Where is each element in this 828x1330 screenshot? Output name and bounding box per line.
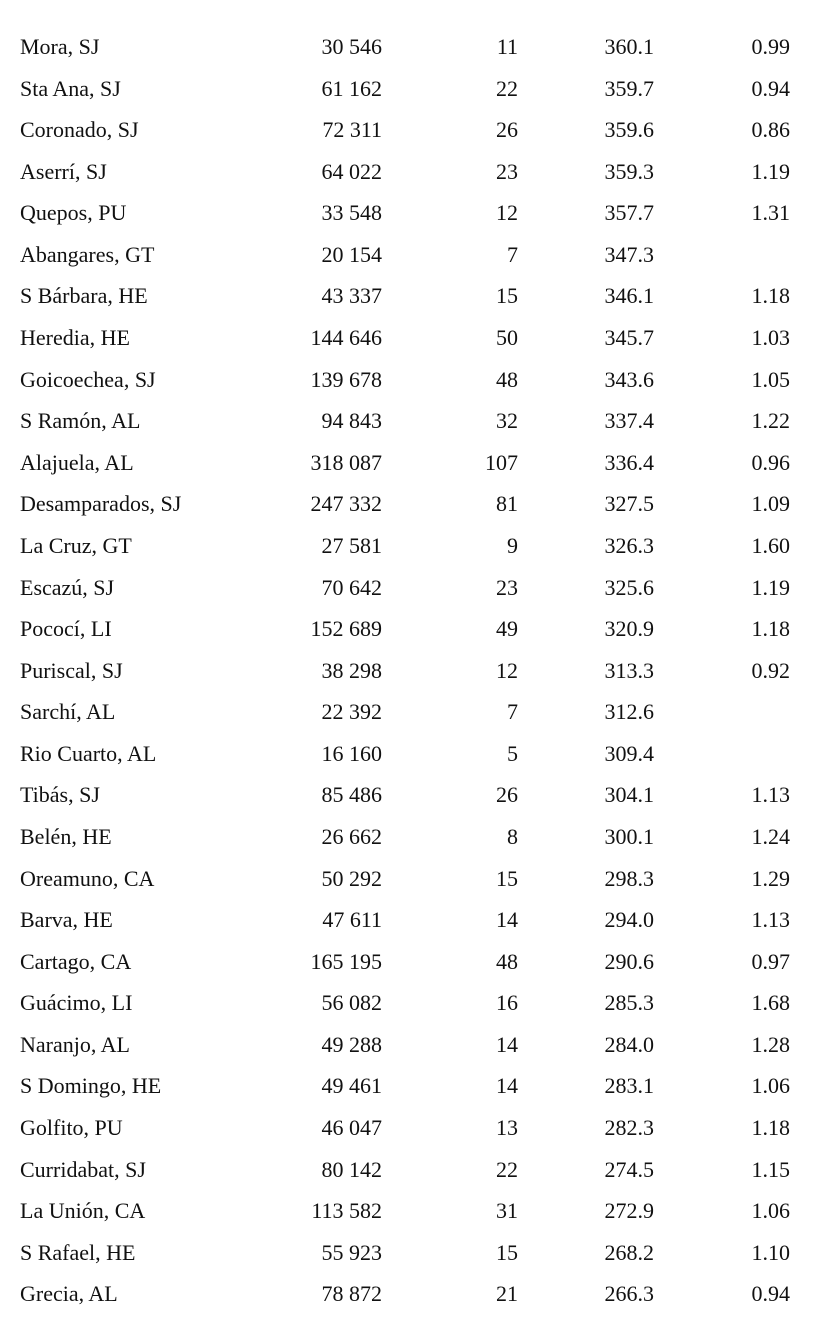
count-cell: 13	[496, 1115, 518, 1141]
population-cell: 94 843	[321, 408, 382, 434]
ratio-cell: 0.94	[751, 75, 790, 101]
ratio-cell: 0.99	[751, 34, 790, 59]
rate-cell: 343.6	[604, 366, 654, 392]
ratio-cell: 0.97	[751, 948, 790, 974]
rate-cell: 274.5	[604, 1156, 654, 1182]
table-row	[0, 1190, 828, 1232]
rate-cell: 327.5	[604, 491, 654, 517]
ratio-cell: 1.18	[751, 283, 790, 309]
table-row	[0, 109, 828, 151]
rate-cell: 326.3	[604, 532, 654, 558]
population-cell: 55 923	[321, 1239, 382, 1265]
table-row	[0, 1107, 828, 1149]
table-row	[0, 650, 828, 692]
table-row	[0, 1024, 828, 1066]
rate-cell: 285.3	[604, 990, 654, 1016]
count-cell: 5	[507, 740, 518, 766]
table-row	[0, 359, 828, 401]
table-row	[0, 567, 828, 609]
canton-name-cell: Belén, HE	[20, 823, 112, 849]
ratio-cell: 1.19	[751, 574, 790, 600]
count-cell: 22	[496, 1156, 518, 1182]
count-cell: 107	[485, 449, 518, 475]
rate-cell: 298.3	[604, 865, 654, 891]
table-row	[0, 317, 828, 359]
rate-cell: 312.6	[604, 699, 654, 725]
table-row	[0, 26, 828, 68]
count-cell: 31	[496, 1198, 518, 1224]
count-cell: 26	[496, 782, 518, 808]
ratio-cell: 1.09	[751, 491, 790, 517]
count-cell: 14	[496, 907, 518, 933]
table-row	[0, 774, 828, 816]
ratio-cell: 1.13	[751, 907, 790, 933]
count-cell: 50	[496, 325, 518, 351]
rate-cell: 359.7	[604, 75, 654, 101]
ratio-cell: 1.03	[751, 325, 790, 351]
count-cell: 11	[496, 34, 518, 59]
rate-cell: 290.6	[604, 948, 654, 974]
canton-name-cell: Escazú, SJ	[20, 574, 115, 600]
rate-cell: 313.3	[604, 657, 654, 683]
table-row	[0, 234, 828, 276]
canton-name-cell: Pococí, LI	[20, 616, 112, 642]
table-row	[0, 816, 828, 858]
ratio-cell: 1.06	[751, 1073, 790, 1099]
count-cell: 14	[496, 1031, 518, 1057]
count-cell: 14	[496, 1073, 518, 1099]
ratio-cell: 0.86	[751, 117, 790, 143]
canton-name-cell: Rio Cuarto, AL	[20, 740, 157, 766]
population-cell: 56 082	[321, 990, 382, 1016]
count-cell: 15	[496, 1239, 518, 1265]
rate-cell: 272.9	[604, 1198, 654, 1224]
rate-cell: 359.3	[604, 158, 654, 184]
population-cell: 165 195	[310, 948, 382, 974]
canton-name-cell: Quepos, PU	[20, 200, 127, 226]
data-table	[0, 26, 828, 1315]
rate-cell: 268.2	[604, 1239, 654, 1265]
canton-name-cell: Cartago, CA	[20, 948, 132, 974]
ratio-cell: 1.13	[751, 782, 790, 808]
rate-cell: 283.1	[604, 1073, 654, 1099]
population-cell: 113 582	[311, 1198, 382, 1224]
count-cell: 23	[496, 574, 518, 600]
rate-cell: 309.4	[604, 740, 654, 766]
count-cell: 7	[507, 241, 518, 267]
table-row	[0, 192, 828, 234]
canton-name-cell: Guácimo, LI	[20, 990, 133, 1016]
canton-name-cell: Coronado, SJ	[20, 117, 139, 143]
table-row	[0, 275, 828, 317]
rate-cell: 266.3	[604, 1281, 654, 1307]
canton-name-cell: S Bárbara, HE	[20, 283, 148, 309]
table-row	[0, 1149, 828, 1191]
rate-cell: 336.4	[604, 449, 654, 475]
ratio-cell: 1.60	[751, 532, 790, 558]
canton-name-cell: Goicoechea, SJ	[20, 366, 156, 392]
canton-name-cell: Golfito, PU	[20, 1115, 123, 1141]
population-cell: 152 689	[310, 616, 382, 642]
ratio-cell: 0.92	[751, 657, 790, 683]
canton-name-cell: Sarchí, AL	[20, 699, 116, 725]
population-cell: 80 142	[321, 1156, 382, 1182]
population-cell: 46 047	[321, 1115, 382, 1141]
ratio-cell: 1.05	[751, 366, 790, 392]
ratio-cell: 1.19	[751, 158, 790, 184]
population-cell: 64 022	[321, 158, 382, 184]
count-cell: 7	[507, 699, 518, 725]
count-cell: 26	[496, 117, 518, 143]
rate-cell: 294.0	[604, 907, 654, 933]
rate-cell: 347.3	[604, 241, 654, 267]
count-cell: 12	[496, 657, 518, 683]
ratio-cell: 1.24	[751, 823, 790, 849]
population-cell: 70 642	[321, 574, 382, 600]
canton-name-cell: La Cruz, GT	[20, 532, 132, 558]
population-cell: 49 288	[321, 1031, 382, 1057]
canton-name-cell: Barva, HE	[20, 907, 113, 933]
population-cell: 72 311	[322, 117, 382, 143]
ratio-cell: 1.31	[751, 200, 790, 226]
canton-name-cell: S Ramón, AL	[20, 408, 141, 434]
ratio-cell: 1.29	[751, 865, 790, 891]
table-row	[0, 483, 828, 525]
canton-name-cell: Grecia, AL	[20, 1281, 118, 1307]
ratio-cell: 0.96	[751, 449, 790, 475]
population-cell: 247 332	[310, 491, 382, 517]
rate-cell: 325.6	[604, 574, 654, 600]
rate-cell: 346.1	[604, 283, 654, 309]
ratio-cell: 1.68	[751, 990, 790, 1016]
table-row	[0, 608, 828, 650]
canton-name-cell: Tibás, SJ	[20, 782, 100, 808]
canton-name-cell: S Domingo, HE	[20, 1073, 162, 1099]
table-row	[0, 858, 828, 900]
rate-cell: 304.1	[604, 782, 654, 808]
table-row	[0, 733, 828, 775]
canton-name-cell: Abangares, GT	[20, 241, 155, 267]
population-cell: 43 337	[321, 283, 382, 309]
rate-cell: 360.1	[604, 34, 654, 59]
ratio-cell: 1.28	[751, 1031, 790, 1057]
count-cell: 9	[507, 532, 518, 558]
population-cell: 47 611	[322, 907, 382, 933]
table-row	[0, 151, 828, 193]
count-cell: 22	[496, 75, 518, 101]
count-cell: 32	[496, 408, 518, 434]
count-cell: 49	[496, 616, 518, 642]
count-cell: 16	[496, 990, 518, 1016]
count-cell: 21	[496, 1281, 518, 1307]
population-cell: 50 292	[321, 865, 382, 891]
rate-cell: 357.7	[604, 200, 654, 226]
table-row	[0, 1232, 828, 1274]
rate-cell: 359.6	[604, 117, 654, 143]
table-row	[0, 1273, 828, 1315]
population-cell: 26 662	[321, 823, 382, 849]
canton-name-cell: Aserrí, SJ	[20, 158, 107, 184]
table-row	[0, 400, 828, 442]
ratio-cell: 0.94	[751, 1281, 790, 1307]
population-cell: 30 546	[321, 34, 382, 59]
table-row	[0, 1065, 828, 1107]
population-cell: 38 298	[321, 657, 382, 683]
canton-name-cell: S Rafael, HE	[20, 1239, 136, 1265]
population-cell: 85 486	[321, 782, 382, 808]
population-cell: 61 162	[321, 75, 382, 101]
rate-cell: 300.1	[604, 823, 654, 849]
population-cell: 16 160	[321, 740, 382, 766]
table-row	[0, 691, 828, 733]
rate-cell: 337.4	[604, 408, 654, 434]
count-cell: 48	[496, 948, 518, 974]
canton-name-cell: Desamparados, SJ	[20, 491, 182, 517]
population-cell: 20 154	[321, 241, 382, 267]
ratio-cell: 1.15	[751, 1156, 790, 1182]
table-row	[0, 899, 828, 941]
table-row	[0, 68, 828, 110]
rate-cell: 345.7	[604, 325, 654, 351]
population-cell: 33 548	[321, 200, 382, 226]
canton-name-cell: Puriscal, SJ	[20, 657, 123, 683]
count-cell: 81	[496, 491, 518, 517]
population-cell: 27 581	[321, 532, 382, 558]
canton-name-cell: Sta Ana, SJ	[20, 75, 121, 101]
table-row	[0, 941, 828, 983]
count-cell: 8	[507, 823, 518, 849]
population-cell: 22 392	[321, 699, 382, 725]
rate-cell: 320.9	[604, 616, 654, 642]
count-cell: 12	[496, 200, 518, 226]
ratio-cell: 1.18	[751, 616, 790, 642]
count-cell: 15	[496, 283, 518, 309]
population-cell: 78 872	[321, 1281, 382, 1307]
ratio-cell: 1.22	[751, 408, 790, 434]
rate-cell: 282.3	[604, 1115, 654, 1141]
canton-name-cell: Oreamuno, CA	[20, 865, 155, 891]
table-row	[0, 525, 828, 567]
count-cell: 15	[496, 865, 518, 891]
canton-name-cell: Curridabat, SJ	[20, 1156, 146, 1182]
population-cell: 318 087	[310, 449, 382, 475]
canton-name-cell: Naranjo, AL	[20, 1031, 130, 1057]
ratio-cell: 1.18	[751, 1115, 790, 1141]
canton-name-cell: La Unión, CA	[20, 1198, 146, 1224]
count-cell: 23	[496, 158, 518, 184]
population-cell: 144 646	[310, 325, 382, 351]
population-cell: 139 678	[310, 366, 382, 392]
table-row	[0, 982, 828, 1024]
population-cell: 49 461	[321, 1073, 382, 1099]
ratio-cell: 1.10	[751, 1239, 790, 1265]
table-row	[0, 442, 828, 484]
canton-name-cell: Mora, SJ	[20, 34, 100, 59]
rate-cell: 284.0	[604, 1031, 654, 1057]
canton-name-cell: Heredia, HE	[20, 325, 130, 351]
canton-name-cell: Alajuela, AL	[20, 449, 134, 475]
ratio-cell: 1.06	[751, 1198, 790, 1224]
count-cell: 48	[496, 366, 518, 392]
